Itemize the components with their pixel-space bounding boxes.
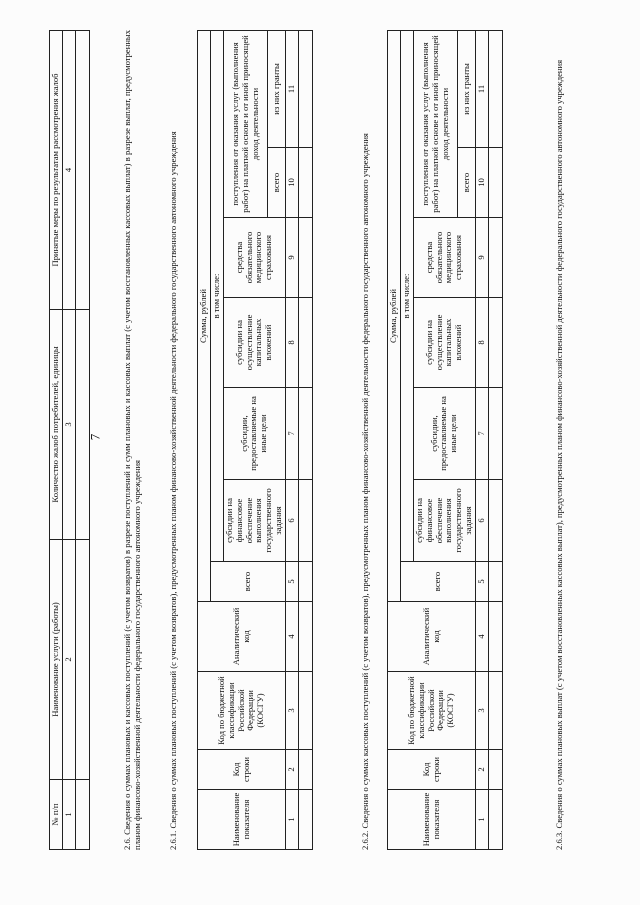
section-2-6-1: 2.6.1. Сведения о суммах плановых поступлений (с учетом возвратов), предусмотренных планом финансово-хозяйственной деятельности федерального государственного автономного учреждения	[168, 131, 178, 850]
table-2-6-1-block	[197, 30, 313, 850]
colnum-5: 5	[286, 562, 299, 602]
colnum-1: 1	[476, 790, 489, 850]
header-analytic: Аналитический код	[198, 602, 286, 672]
colnum-1: 1	[286, 790, 299, 850]
empty-cell	[299, 562, 313, 602]
empty-cell	[299, 750, 313, 790]
empty-cell	[299, 298, 313, 388]
header-kosgu: Код по бюджетной классификации Российской Федерации (КОСГУ)	[198, 672, 286, 750]
colnum-8: 8	[476, 298, 489, 388]
empty-cell	[489, 562, 503, 602]
colnum-6: 6	[476, 480, 489, 562]
header-sub2: субсидии, предоставляемые на иные цели	[223, 388, 285, 480]
empty-cell	[299, 388, 313, 480]
empty-cell	[489, 790, 503, 850]
section-2-6: 2.6. Сведения о суммах плановых и кассовых поступлений (с учетом возвратов) в разрезе поступлений и сумм плановых и кассовых выплат (с учетом восстановленных кассовых выплат) в разрезе выплат, предусмотренных планом финансово-хозяйственной деятельности федерального государственного автономного учреждения	[122, 30, 142, 850]
empty-cell	[489, 218, 503, 298]
empty-cell	[489, 750, 503, 790]
colnum-3: 3	[476, 672, 489, 750]
complaints-num-4: 4	[62, 31, 75, 310]
header-paid-total: всего	[268, 148, 286, 218]
table-2-6-1	[197, 30, 313, 850]
empty-cell	[489, 298, 503, 388]
colnum-4: 4	[476, 602, 489, 672]
empty-cell	[489, 602, 503, 672]
complaints-header-count: Количество жалоб потребителей, единицы	[50, 310, 63, 540]
colnum-6: 6	[286, 480, 299, 562]
header-incl: в том числе:	[400, 31, 413, 562]
header-paid: поступления от оказания услуг (выполнения работ) на платной основе и от иной приносящей доход деятельности	[413, 31, 458, 218]
section-2-6-3: 2.6.3. Сведения о суммах плановых выплат (с учетом восстановленных кассовых выплат), предусмотренных планом финансово-хозяйственной деятельности федерального государственного автономного учреждения	[554, 59, 564, 850]
page-number: 7	[87, 433, 103, 441]
table-2-6-2	[387, 30, 503, 850]
header-oms: средства обязательного медицинского страхования	[223, 218, 285, 298]
header-name: Наименование показателя	[198, 790, 286, 850]
header-sum: Сумма, рублей	[198, 31, 211, 602]
complaints-num-3: 3	[62, 310, 75, 540]
colnum-9: 9	[286, 218, 299, 298]
complaints-empty-cell	[75, 31, 89, 310]
empty-cell	[299, 31, 313, 148]
colnum-5: 5	[476, 562, 489, 602]
colnum-11: 11	[476, 31, 489, 148]
empty-cell	[299, 672, 313, 750]
header-sub1: субсидии на финансовое обеспечение выполнения государственного задания	[223, 480, 285, 562]
empty-cell	[489, 672, 503, 750]
table-2-6-2-block	[387, 30, 503, 850]
complaints-header-num: № п/п	[50, 780, 63, 850]
colnum-7: 7	[476, 388, 489, 480]
empty-cell	[299, 148, 313, 218]
complaints-num-1: 1	[62, 780, 75, 850]
colnum-8: 8	[286, 298, 299, 388]
complaints-empty-cell	[75, 310, 89, 540]
header-incl: в том числе:	[210, 31, 223, 562]
rotated-content	[35, 30, 605, 850]
header-sub3: субсидии на осуществление капитальных вложений	[413, 298, 475, 388]
complaints-table	[49, 30, 90, 850]
complaints-header-service: Наименование услуги (работы)	[50, 540, 63, 780]
header-sum: Сумма, рублей	[388, 31, 401, 602]
header-sub3: субсидии на осуществление капитальных вложений	[223, 298, 285, 388]
header-grants: из них гранты	[458, 31, 476, 148]
header-code: Код строки	[388, 750, 476, 790]
colnum-10: 10	[476, 148, 489, 218]
header-name: Наименование показателя	[388, 790, 476, 850]
colnum-9: 9	[476, 218, 489, 298]
header-total: всего	[210, 562, 285, 602]
empty-cell	[489, 388, 503, 480]
complaints-empty-cell	[75, 540, 89, 780]
empty-cell	[299, 218, 313, 298]
header-oms: средства обязательного медицинского страхования	[413, 218, 475, 298]
header-paid-total: всего	[458, 148, 476, 218]
colnum-4: 4	[286, 602, 299, 672]
colnum-3: 3	[286, 672, 299, 750]
empty-cell	[299, 480, 313, 562]
header-sub1: субсидии на финансовое обеспечение выполнения государственного задания	[413, 480, 475, 562]
empty-cell	[299, 790, 313, 850]
header-sub2: субсидии, предоставляемые на иные цели	[413, 388, 475, 480]
empty-cell	[489, 148, 503, 218]
empty-cell	[489, 31, 503, 148]
empty-cell	[299, 602, 313, 672]
header-code: Код строки	[198, 750, 286, 790]
complaints-num-2: 2	[62, 540, 75, 780]
colnum-2: 2	[476, 750, 489, 790]
section-2-6-2: 2.6.2. Сведения о суммах кассовых поступлений (с учетом возвратов), предусмотренных планом финансово-хозяйственной деятельности федерального государственного автономного учреждения	[360, 133, 370, 850]
colnum-10: 10	[286, 148, 299, 218]
header-total: всего	[400, 562, 475, 602]
header-analytic: Аналитический код	[388, 602, 476, 672]
header-kosgu: Код по бюджетной классификации Российской Федерации (КОСГУ)	[388, 672, 476, 750]
complaints-header-measures: Принятые меры по результатам рассмотрения жалоб	[50, 31, 63, 310]
colnum-2: 2	[286, 750, 299, 790]
complaints-table-block	[49, 30, 90, 850]
colnum-7: 7	[286, 388, 299, 480]
colnum-11: 11	[286, 31, 299, 148]
complaints-empty-cell	[75, 780, 89, 850]
header-grants: из них гранты	[268, 31, 286, 148]
empty-cell	[489, 480, 503, 562]
header-paid: поступления от оказания услуг (выполнения работ) на платной основе и от иной приносящей доход деятельности	[223, 31, 268, 218]
